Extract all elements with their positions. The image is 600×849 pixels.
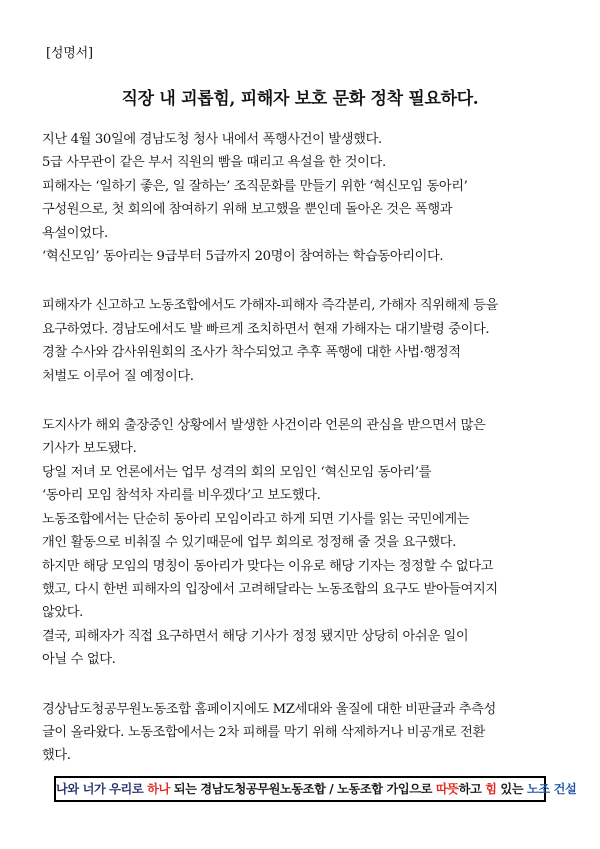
text-line: ‘동아리 모임 참석차 자리를 비우겠다’고 보도했다.	[42, 488, 321, 504]
text-line: 않았다.	[42, 605, 84, 621]
text-line: 도지사가 해외 출장중인 상황에서 발생한 사건이라 언론의 관심을 받으면서 많은	[42, 418, 486, 434]
paragraph-website	[42, 698, 564, 768]
paragraph-incident	[42, 128, 564, 268]
text-line: 결국, 피해자가 직접 요구하면서 해당 기사가 정정 됐지만 상당히 아쉬운 일이	[42, 628, 469, 644]
slogan-segment: 나와 너가 우리로	[56, 782, 148, 796]
text-line: ‘혁신모임’ 동아리는 9급부터 5급까지 20명이 참여하는 학습동아리이다.	[42, 249, 444, 265]
text-line: 경상남도청공무원노동조합 홈페이지에도 MZ세대와 울질에 대한 비판글과 추측성	[42, 701, 496, 717]
text-line: 하지만 해당 모임의 명칭이 동아리가 맞다는 이유로 해당 기자는 정정할 수 없다고	[42, 558, 494, 574]
paragraph-response	[42, 294, 564, 388]
text-line: 욕설이었다.	[42, 225, 108, 241]
text-line: 아닐 수 없다.	[42, 652, 116, 668]
text-line: 요구하였다. 경남도에서도 발 빠르게 조치하면서 현재 가해자는 대기발령 중이다.	[42, 321, 490, 337]
statement-body	[42, 128, 564, 794]
text-line: 당일 저녀 모 언론에서는 업무 성격의 회의 모임인 ‘혁신모임 동아리’를	[42, 464, 432, 480]
text-line: 글이 올라왔다. 노동조합에서는 2차 피해를 막기 위해 삭제하거나 비공개로 전환	[42, 724, 485, 740]
text-line: 기사가 보도됐다.	[42, 441, 137, 457]
slogan-segment: 하고	[458, 782, 486, 796]
text-line: 처벌도 이루어 질 예정이다.	[42, 368, 194, 384]
slogan-segment: 힘	[485, 782, 497, 796]
text-line: 했고, 다시 한번 피해자의 입장에서 고려해달라는 노동조합의 요구도 받아들여지지	[42, 581, 498, 597]
text-line: 경찰 수사와 감사위원회의 조사가 착수되었고 추후 폭행에 대한 사법·행정적	[42, 345, 461, 361]
slogan-segment: 노조 건설	[527, 782, 577, 796]
page-title: 직장 내 괴롭힘, 피해자 보호 문화 정착 필요하다.	[121, 89, 479, 109]
text-line: 했다.	[42, 748, 71, 764]
document-tag: [성명서]	[46, 46, 93, 61]
text-line: 개인 활동으로 비춰질 수 있기때문에 업무 회의로 정정해 줄 것을 요구했다.	[42, 535, 456, 551]
text-line: 5급 사무관이 같은 부서 직원의 빰을 때리고 욕설을 한 것이다.	[42, 155, 386, 171]
text-line: 노동조합에서는 단순히 동아리 모임이라고 하게 되면 기사를 읽는 국민에게는	[42, 511, 470, 527]
slogan-segment: 있는	[496, 782, 528, 796]
text-line: 지난 4월 30일에 경남도청 청사 내에서 폭행사건이 발생했다.	[42, 132, 382, 147]
text-line: 피해자가 신고하고 노동조합에서도 가해자-피해자 즉각분리, 가해자 직위해제 등을	[42, 298, 499, 314]
paragraph-media	[42, 414, 564, 671]
slogan-segment: 하나	[147, 782, 170, 796]
slogan-segment: 따뜻	[435, 782, 459, 796]
union-slogan-banner	[54, 776, 577, 802]
slogan-segment: 되는 경남도청공무원노동조합 / 노동조합 가입으로	[169, 782, 436, 796]
text-line: 피해자는 ‘일하기 좋은, 일 잘하는’ 조직문화를 만들기 위한 ‘혁신모임 동아리’	[42, 178, 468, 194]
text-line: 구성원으로, 첫 회의에 참여하기 위해 보고했을 뿐인데 돌아온 것은 폭행과	[42, 202, 453, 218]
